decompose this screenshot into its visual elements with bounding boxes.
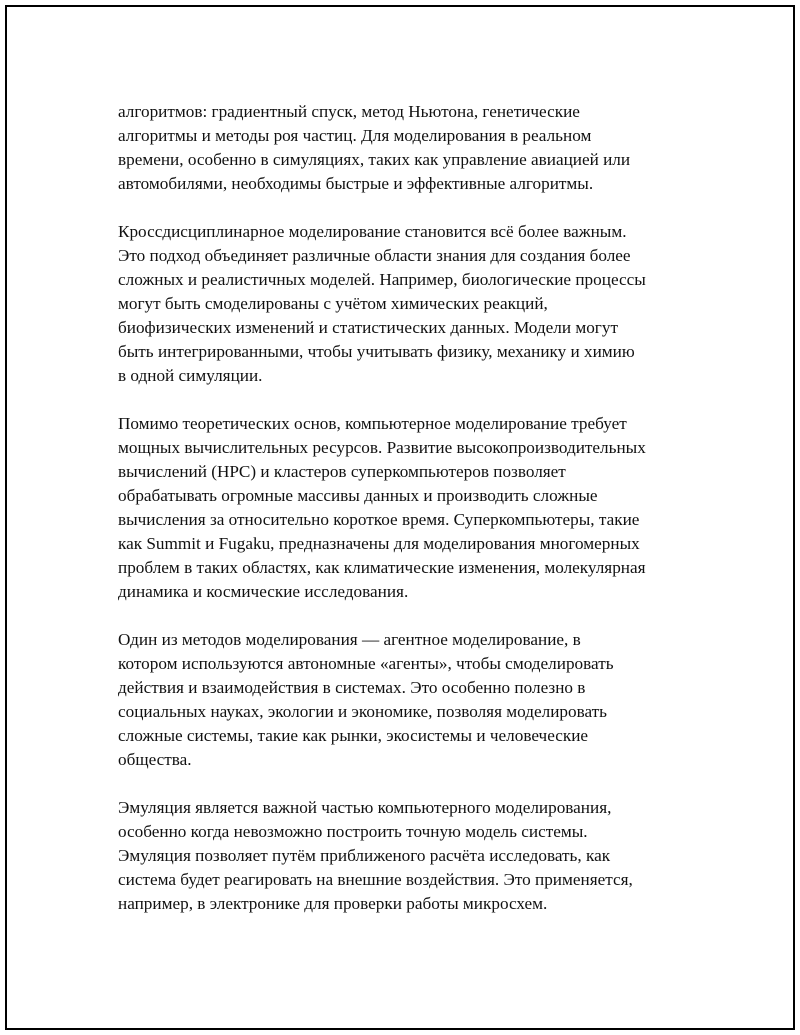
text-line: автомобилями, необходимы быстрые и эффективные алгоритмы. [118,174,594,193]
text-line: система будет реагировать на внешние воздействия. Это применяется, [118,870,633,889]
text-line: алгоритмов: градиентный спуск, метод Ньютона, генетические [118,102,580,121]
paragraph-cross-disciplinary [118,220,708,388]
text-line: биофизических изменений и статистических данных. Модели могут [118,318,618,337]
paragraph-gradient-methods [118,100,708,196]
text-line: Эмуляция является важной частью компьютерного моделирования, [118,798,612,817]
text-line: Это подход объединяет различные области знания для создания более [118,246,631,265]
document-body [118,100,708,940]
text-line: мощных вычислительных ресурсов. Развитие высокопроизводительных [118,438,646,457]
paragraph-emulation [118,796,708,916]
text-line: проблем в таких областях, как климатические изменения, молекулярная [118,558,646,577]
text-line: быть интегрированными, чтобы учитывать физику, механику и химию [118,342,635,361]
text-line: как Summit и Fugaku, предназначены для моделирования многомерных [118,534,640,553]
text-line: вычисления за относительно короткое время. Суперкомпьютеры, такие [118,510,640,529]
text-line: обрабатывать огромные массивы данных и производить сложные [118,486,598,505]
text-line: общества. [118,750,192,769]
text-line: сложные системы, такие как рынки, экосистемы и человеческие [118,726,589,745]
text-line: Один из методов моделирования — агентное моделирование, в [118,630,581,649]
paragraph-agent-based [118,628,708,772]
text-line: социальных науках, экологии и экономике, позволяя моделировать [118,702,608,721]
text-line: Кроссдисциплинарное моделирование становится всё более важным. [118,222,627,241]
paragraph-hpc [118,412,708,604]
text-line: особенно когда невозможно построить точную модель системы. [118,822,588,841]
text-line: котором используются автономные «агенты», чтобы смоделировать [118,654,614,673]
text-line: динамика и космические исследования. [118,582,409,601]
text-line: в одной симуляции. [118,366,263,385]
text-line: могут быть смоделированы с учётом химических реакций, [118,294,548,313]
text-line: сложных и реалистичных моделей. Например, биологические процессы [118,270,646,289]
text-line: Помимо теоретических основ, компьютерное моделирование требует [118,414,627,433]
text-line: действия и взаимодействия в системах. Это особенно полезно в [118,678,586,697]
text-line: времени, особенно в симуляциях, таких как управление авиацией или [118,150,631,169]
text-line: Эмуляция позволяет путём приближеного расчёта исследовать, как [118,846,611,865]
text-line: например, в электронике для проверки работы микросхем. [118,894,548,913]
text-line: вычислений (HPC) и кластеров суперкомпьютеров позволяет [118,462,566,481]
page-frame [5,5,795,1030]
text-line: алгоритмы и методы роя частиц. Для моделирования в реальном [118,126,592,145]
